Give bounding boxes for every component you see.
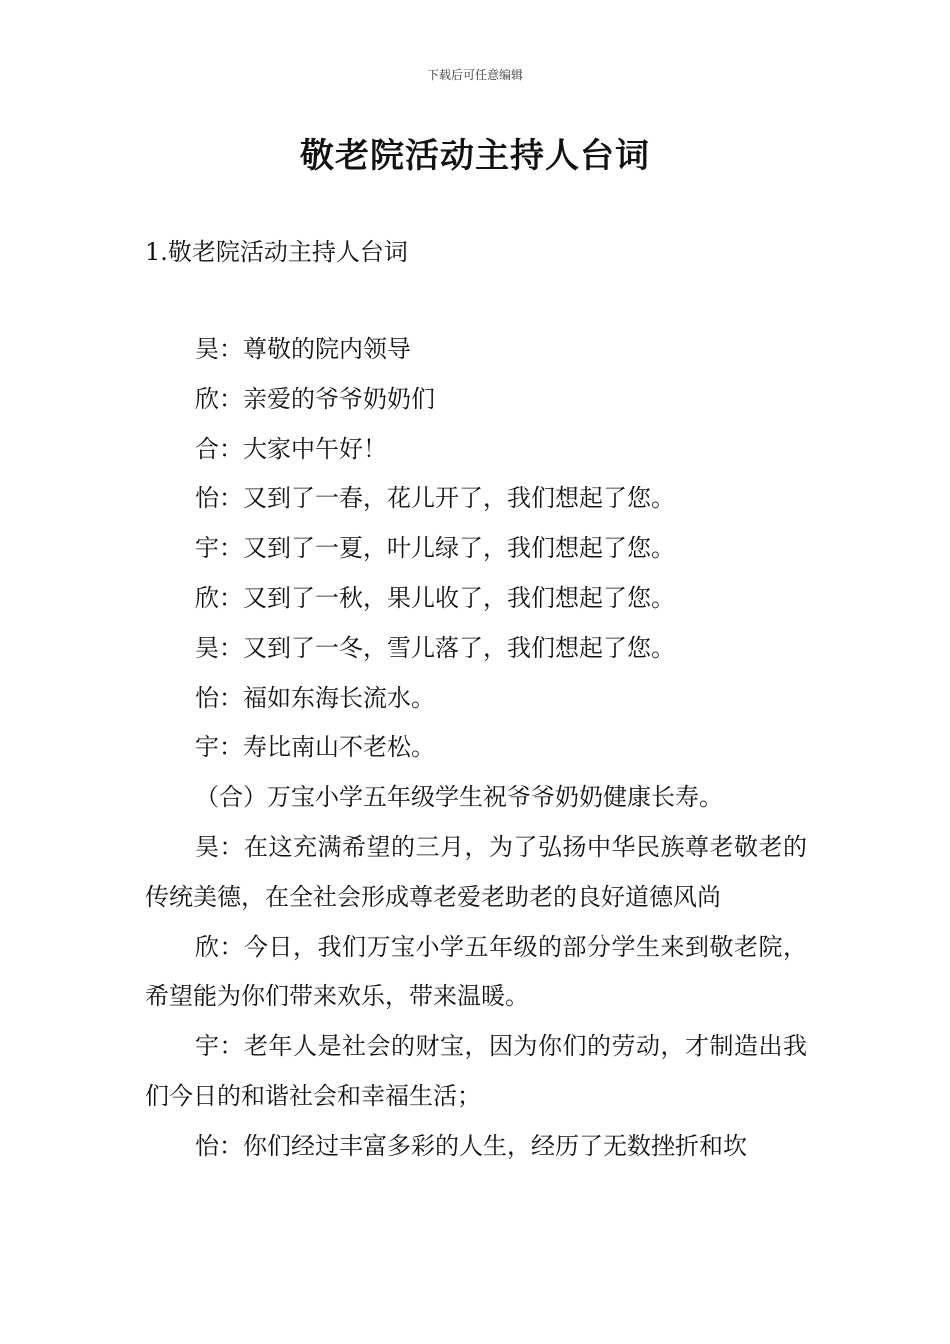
dialogue-paragraph: 怡：你们经过丰富多彩的人生，经历了无数挫折和坎 — [195, 1131, 747, 1160]
dialogue-line: 欣：又到了一秋，果儿收了，我们想起了您。 — [195, 583, 675, 612]
section-heading: 1.敬老院活动主持人台词 — [145, 238, 408, 266]
document-body — [145, 325, 807, 1172]
dialogue-line: 欣：亲爱的爷爷奶奶们 — [195, 384, 435, 413]
dialogue-line: 昊：尊敬的院内领导 — [195, 335, 411, 363]
dialogue-line: 宇：又到了一夏，叶儿绿了，我们想起了您。 — [195, 534, 675, 563]
dialogue-paragraph: 宇：老年人是社会的财宝，因为你们的劳动，才制造出我们今日的和谐社会和幸福生活； — [145, 1032, 807, 1110]
dialogue-line: 宇：寿比南山不老松。 — [195, 733, 435, 762]
dialogue-line: （合）万宝小学五年级学生祝爷爷奶奶健康长寿。 — [195, 783, 723, 812]
dialogue-line: 怡：福如东海长流水。 — [195, 683, 435, 712]
header-note: 下载后可任意编辑 — [426, 68, 523, 82]
dialogue-paragraph: 欣：今日，我们万宝小学五年级的部分学生来到敬老院，希望能为你们带来欢乐，带来温暖。 — [145, 932, 807, 1011]
dialogue-line: 合：大家中午好！ — [195, 434, 387, 463]
dialogue-line: 昊：又到了一冬，雪儿落了，我们想起了您。 — [195, 633, 675, 662]
page-title: 敬老院活动主持人台词 — [300, 136, 650, 176]
dialogue-paragraph: 昊：在这充满希望的三月，为了弘扬中华民族尊老敬老的传统美德，在全社会形成尊老爱老助老的良好道德风尚 — [145, 832, 807, 911]
dialogue-line: 怡：又到了一春，花儿开了，我们想起了您。 — [195, 484, 675, 513]
